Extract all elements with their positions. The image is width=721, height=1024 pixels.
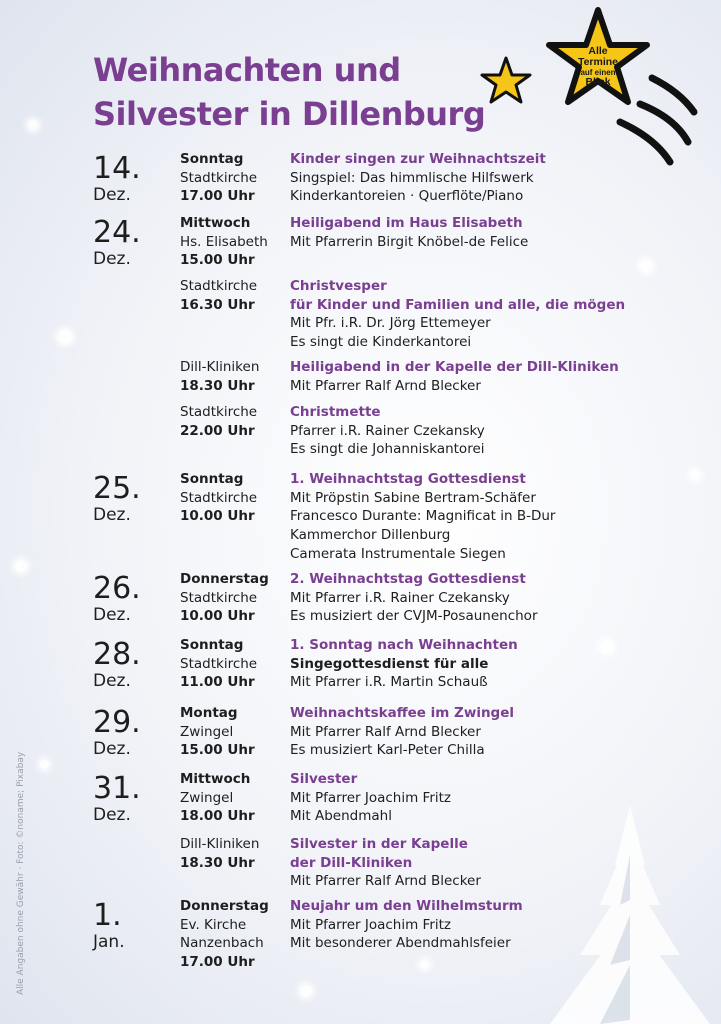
event-weekday: Sonntag — [180, 637, 244, 653]
event-block — [180, 150, 710, 206]
event-detail: Mit Abendmahl — [290, 808, 392, 825]
event-place: Stadtkirche — [180, 169, 258, 186]
event-highlight: Singegottesdienst für alle — [290, 655, 489, 672]
event-time: 17.00 Uhr — [180, 954, 255, 971]
event-title: Silvester — [290, 771, 358, 787]
date-day: 1. — [93, 898, 122, 933]
event-block — [180, 704, 710, 760]
event-block — [180, 636, 710, 692]
date-day: 26. — [93, 571, 141, 606]
date-month: Jan. — [93, 932, 125, 952]
event-detail: Kinderkantoreien · Querflöte/Piano — [290, 188, 524, 205]
event-time: 10.00 Uhr — [180, 508, 255, 525]
event-block — [180, 403, 710, 459]
event-place: Zwingel — [180, 723, 234, 740]
event-title: Heiligabend in der Kapelle der Dill-Kliniken — [290, 359, 619, 375]
event-detail: Singspiel: Das himmlische Hilfswerk — [290, 169, 534, 186]
event-time: 10.00 Uhr — [180, 608, 255, 625]
event-place: Stadtkirche — [180, 489, 258, 506]
date-day: 28. — [93, 637, 141, 672]
event-title: Weihnachtskaffee im Zwingel — [290, 705, 515, 721]
event-detail: Mit Pfr. i.R. Dr. Jörg Ettemeyer — [290, 315, 491, 332]
event-block — [180, 770, 710, 826]
badge-line: Termine — [577, 56, 619, 68]
event-time: 18.30 Uhr — [180, 854, 255, 871]
event-detail: Mit Pröpstin Sabine Bertram-Schäfer — [290, 489, 536, 506]
event-title: Silvester in der Kapelle — [290, 836, 468, 852]
date-label — [93, 639, 173, 691]
event-place: Zwingel — [180, 789, 234, 806]
date-label — [93, 900, 173, 952]
event-detail: Mit Pfarrer i.R. Martin Schauß — [290, 674, 488, 691]
event-title: der Dill-Kliniken — [290, 854, 413, 871]
date-label — [93, 153, 173, 205]
event-time: 22.00 Uhr — [180, 422, 255, 439]
event-weekday: Mittwoch — [180, 771, 251, 787]
date-month: Dez. — [93, 671, 131, 691]
title-line: Silvester in Dillenburg — [93, 95, 486, 133]
event-title: 2. Weihnachtstag Gottesdienst — [290, 571, 526, 587]
date-label — [93, 473, 173, 525]
event-title: Neujahr um den Wilhelmsturm — [290, 898, 523, 914]
date-label — [93, 217, 173, 269]
event-weekday: Donnerstag — [180, 898, 269, 914]
event-detail: Es musiziert Karl-Peter Chilla — [290, 742, 485, 759]
event-detail: Mit Pfarrer Ralf Arnd Blecker — [290, 377, 481, 394]
event-title: Christmette — [290, 404, 381, 420]
event-detail: Mit Pfarrer Joachim Fritz — [290, 789, 452, 806]
date-label — [93, 773, 173, 825]
event-block — [180, 570, 710, 626]
event-time: 11.00 Uhr — [180, 674, 255, 691]
event-place: Stadtkirche — [180, 278, 258, 294]
date-month: Dez. — [93, 739, 131, 759]
date-day: 29. — [93, 705, 141, 740]
date-month: Dez. — [93, 805, 131, 825]
event-detail: Es singt die Kinderkantorei — [290, 334, 472, 351]
date-day: 25. — [93, 471, 141, 506]
event-block — [180, 277, 710, 352]
event-time: 18.00 Uhr — [180, 808, 255, 825]
event-detail: Es singt die Johanniskantorei — [290, 441, 485, 458]
event-detail: Es musiziert der CVJM-Posaunenchor — [290, 608, 538, 625]
event-place: Nanzenbach — [180, 935, 264, 952]
event-title: 1. Weihnachtstag Gottesdienst — [290, 471, 526, 487]
event-title: Kinder singen zur Weihnachtszeit — [290, 151, 546, 167]
date-label — [93, 573, 173, 625]
event-time: 15.00 Uhr — [180, 252, 255, 269]
event-place: Dill-Kliniken — [180, 836, 260, 852]
date-day: 14. — [93, 151, 141, 186]
date-label — [93, 707, 173, 759]
date-month: Dez. — [93, 249, 131, 269]
event-place: Ev. Kirche — [180, 916, 247, 933]
event-weekday: Sonntag — [180, 471, 244, 487]
event-detail: Francesco Durante: Magnificat in B-Dur — [290, 508, 556, 525]
event-block — [180, 214, 710, 270]
event-weekday: Sonntag — [180, 151, 244, 167]
event-title: Christvesper — [290, 278, 387, 294]
badge-line: auf einen — [580, 68, 616, 77]
date-month: Dez. — [93, 505, 131, 525]
event-place: Stadtkirche — [180, 655, 258, 672]
event-time: 17.00 Uhr — [180, 188, 255, 205]
event-weekday: Mittwoch — [180, 215, 251, 231]
event-detail: Mit Pfarrer Ralf Arnd Blecker — [290, 723, 481, 740]
event-block — [180, 358, 710, 395]
event-place: Stadtkirche — [180, 404, 258, 420]
event-title: 1. Sonntag nach Weihnachten — [290, 637, 518, 653]
title-line: Weihnachten und — [93, 51, 401, 89]
date-day: 31. — [93, 771, 141, 806]
event-detail: Mit Pfarrer Joachim Fritz — [290, 916, 452, 933]
event-place: Dill-Kliniken — [180, 359, 260, 375]
event-weekday: Montag — [180, 705, 238, 721]
event-time: 18.30 Uhr — [180, 377, 255, 394]
event-detail: Mit Pfarrer Ralf Arnd Blecker — [290, 873, 481, 890]
event-weekday: Donnerstag — [180, 571, 269, 587]
event-detail: Mit besonderer Abendmahlsfeier — [290, 935, 511, 952]
event-title: für Kinder und Familien und alle, die mögen — [290, 296, 626, 313]
event-time: 16.30 Uhr — [180, 296, 255, 313]
event-time: 15.00 Uhr — [180, 742, 255, 759]
date-month: Dez. — [93, 605, 131, 625]
event-block — [180, 470, 710, 564]
disclaimer: Alle Angaben ohne Gewähr · Foto: ©noname; Pixabay — [16, 751, 26, 995]
event-block — [180, 835, 710, 891]
event-detail: Pfarrer i.R. Rainer Czekansky — [290, 422, 485, 439]
badge-line: Alle — [588, 45, 608, 57]
event-title: Heiligabend im Haus Elisabeth — [290, 215, 523, 231]
date-month: Dez. — [93, 185, 131, 205]
event-detail: Camerata Instrumentale Siegen — [290, 545, 506, 562]
event-detail: Kammerchor Dillenburg — [290, 527, 451, 544]
event-place: Hs. Elisabeth — [180, 233, 268, 250]
event-detail: Mit Pfarrer i.R. Rainer Czekansky — [290, 589, 510, 606]
event-place: Stadtkirche — [180, 589, 258, 606]
date-day: 24. — [93, 215, 141, 250]
event-block — [180, 897, 710, 972]
badge-line: Blick — [585, 76, 611, 88]
event-detail: Mit Pfarrerin Birgit Knöbel-de Felice — [290, 233, 529, 250]
